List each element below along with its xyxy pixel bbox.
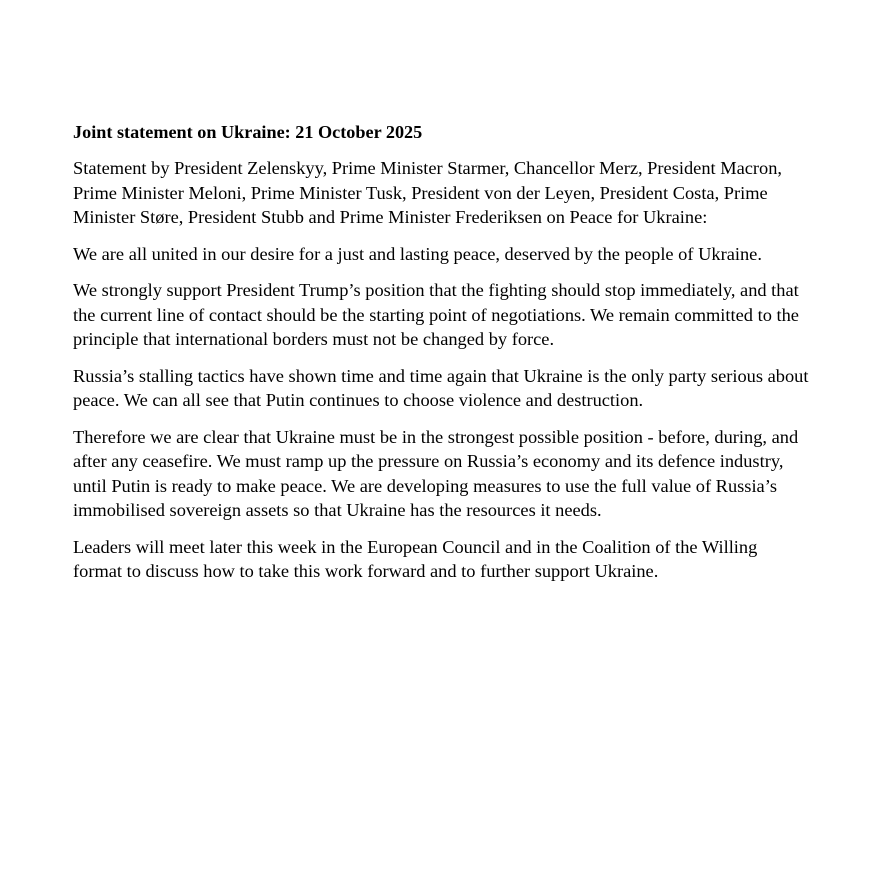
paragraph-leaders-meet: Leaders will meet later this week in the European Council and in the Coalition of the Willing format to discuss how to take this work forward and to further support Ukraine.: [73, 536, 758, 581]
paragraph-united: We are all united in our desire for a just and lasting peace, deserved by the people of Ukraine.: [73, 243, 762, 264]
paragraph-stalling-tactics: Russia’s stalling tactics have shown time and time again that Ukraine is the only party serious about peace. We can all see that Putin continues to choose violence and destruction.: [73, 365, 809, 410]
paragraph-signatories: Statement by President Zelenskyy, Prime Minister Starmer, Chancellor Merz, President Macron, Prime Minister Meloni, Prime Minister Tusk, President von der Leyen, President Costa, Prime Minister Støre, President Stubb and Prime Minister Frederiksen on Peace for Ukraine:: [73, 158, 783, 227]
document-title: Joint statement on Ukraine: 21 October 2025: [73, 122, 423, 142]
paragraph-support-ceasefire: We strongly support President Trump’s position that the fighting should stop immediately, and that the current line of contact should be the starting point of negotiations. We remain committed to the principle that international borders must not be changed by force.: [73, 280, 799, 349]
document-body: [73, 120, 809, 596]
paragraph-strongest-position: Therefore we are clear that Ukraine must be in the strongest possible position - before, during, and after any ceasefire. We must ramp up the pressure on Russia’s economy and its defence industry, until Putin is ready to make peace. We are developing measures to use the full value of Russia’s immobilised sovereign assets so that Ukraine has the resources it needs.: [73, 426, 799, 520]
